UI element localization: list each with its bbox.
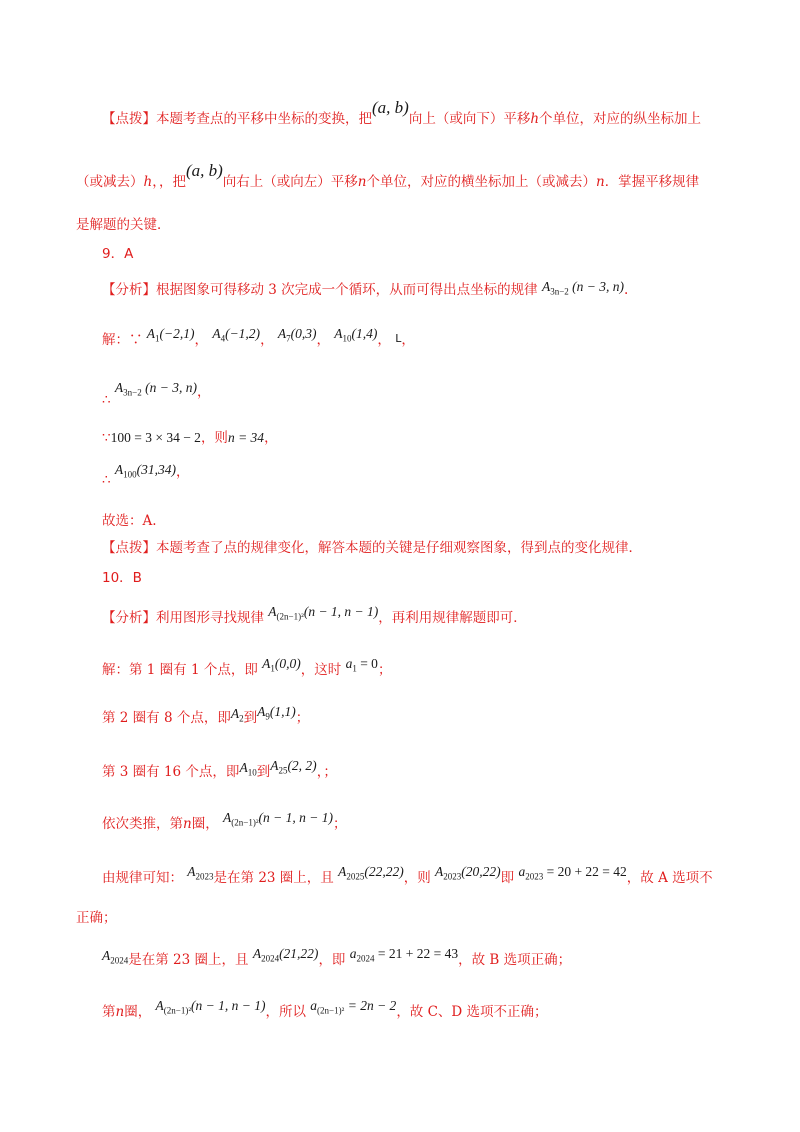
q10-step-8: 第n圈， $A_{(2n-1)^2}(n - 1$, n − 1)，所以 $a_{(2n-1)^2} = 2n - 2$，故 C、D 选项不正确； (102, 998, 548, 1020)
q9-rule-2: $A_{3n-2}$ (n − 3, n) (114, 380, 197, 398)
q10-s7-point: $A_{2024}(21,22)$ (252, 946, 319, 964)
q9-therefore-2: ∴ (102, 472, 111, 488)
tip-text-1b: 向上（或向下）平移 (408, 111, 531, 127)
q10-s3-a10: $A_{10}$ (239, 760, 257, 778)
var-n: n (357, 174, 367, 190)
q9-solution-line-4: ∴ $A_{100}(31,34)$， (102, 462, 190, 488)
tip-text-1a: 本题考查点的平移中坐标的变换，把 (156, 111, 372, 127)
q10-s3-point: $A_{25}(2$, 2) (270, 758, 317, 776)
q9-answer: 9．A (102, 246, 134, 262)
q10-s8-point: $A_{(2n-1)^2}(n - 1$, n − 1) (155, 998, 266, 1016)
q9-analysis-tag: 【分析】 (102, 282, 156, 298)
tip-line-3: 是解题的关键． (76, 217, 171, 233)
var-h-2: h (143, 174, 153, 190)
q10-s1-point: $A_1(0,0)$ (262, 656, 301, 674)
q9-a7: $A_7(0,3)$ (277, 326, 317, 344)
q9-a4: $A_4(-1,2)$ (212, 326, 261, 344)
q9-analysis: 【分析】根据图象可得移动 3 次完成一个循环，从而可得出点坐标的规律 $A_{3n-2}$ (n − 3, n). (102, 279, 629, 298)
q10-step-5: 由规律可知： $A_{2023}$是在第 23 圈上，且 $A_{2025}(22,22)$，则 $A_{2023}(20,22)$即 $a_{2023} = 20 + 22 = 42$，故 A 选项不 (102, 864, 713, 886)
q10-s4-point: $A_{(2n-1)^2}(n - 1$, n − 1) (223, 810, 333, 828)
math-ab-2: (a, b) (185, 161, 223, 180)
q10-s2-a2: $A_2$ (230, 706, 244, 724)
q10-s8-eq: $a_{(2n-1)^2} = 2n - 2$ (310, 998, 397, 1016)
q10-s7-a2024: $A_{2024}$ (102, 948, 129, 966)
tip-line-1 (102, 98, 702, 129)
q10-s7-eq: $a_{2024} = 21 + 22 = 43$ (349, 946, 459, 964)
q10-analysis-formula: $A_{(2n-1)^2}(n - 1$, n − 1) (268, 604, 379, 622)
q9-since: ∵ (102, 430, 111, 446)
var-n-2: n (595, 174, 605, 190)
q9-therefore: ∴ (102, 392, 111, 408)
q9-tip-text: 本题考查了点的规律变化，解答本题的关键是仔细观察图象，得到点的变化规律． (156, 540, 642, 556)
q9-solution-line-2: ∴ $A_{3n-2}$ (n − 3, n)， (102, 380, 211, 408)
q10-step-4: 依次类推，第n圈， $A_{(2n-1)^2}(n - 1$, n − 1)； (102, 810, 347, 832)
q10-step-6: 正确； (76, 910, 117, 926)
q9-a1: $A_1(-2,1)$ (146, 326, 195, 344)
q9-a10: $A_{10}(1,4)$ (334, 326, 378, 344)
tip-text-1d: 个单位，对应的纵坐标加上 (539, 111, 702, 127)
var-h: h (530, 111, 540, 127)
q10-step-3: 第 3 圈有 16 个点，即$A_{10}$到$A_{25}(2$, 2)，； (102, 758, 337, 780)
q10-answer: 10．B (102, 570, 142, 586)
q10-s5-eq: $a_{2023} = 20 + 22 = 42$ (518, 864, 627, 882)
q10-step-1: 解：第 1 圈有 1 个点，即 $A_1(0,0)$，这时 $a_1 = 0$； (102, 656, 392, 678)
tip-text-2a: （或减去） (76, 174, 144, 190)
q9-n34: n = 34 (227, 430, 265, 445)
tip-text-2d: 向右上（或向左）平移 (222, 174, 358, 190)
q10-s2-point: $A_9(1,1)$ (257, 704, 296, 722)
q9-rule-expr: (n − 3, n) (572, 279, 625, 294)
q9-rule: $A_{3n-2}$ (n − 3, n) (541, 279, 625, 297)
q10-s5-a2025: $A_{2025}(22,22)$ (338, 864, 404, 882)
q10-s5-a2023: $A_{2023}$ (187, 864, 214, 882)
tip-text-2c: ，，把 (152, 174, 186, 190)
q10-analysis-text: 利用图形寻找规律 (156, 610, 264, 626)
math-ab: (a, b) (372, 98, 409, 117)
tip-tag: 【点拨】 (102, 111, 156, 127)
q9-solution-line-1: 解：∵ $A_1(-2,1)$， $A_4(-1,2)$， $A_7(0,3)$， $A_{10}(1,4)$， L， (102, 326, 415, 348)
q9-sol-prefix: 解：∵ (102, 332, 143, 348)
q10-s1-eq: $a_1 = 0$ (345, 656, 378, 674)
q10-analysis-tag: 【分析】 (102, 610, 156, 626)
q9-ellipsis: L (395, 332, 402, 345)
q10-analysis (102, 604, 527, 628)
q9-tip-tag: 【点拨】 (102, 540, 156, 556)
q10-step-7: $A_{2024}$是在第 23 圈上，且 $A_{2024}(21,22)$，即 $a_{2024} = 21 + 22 = 43$，故 B 选项正确； (102, 946, 572, 968)
tip-text-2f: 个单位，对应的横坐标加上（或减去） (366, 174, 596, 190)
q9-solution-line-3: ∵100 = 3 × 34 − 2，则n = 34， (102, 430, 278, 446)
q9-a100: $A_{100}(31,34)$ (114, 462, 177, 480)
q10-analysis-tail: ，再利用规律解题即可． (378, 610, 527, 626)
q10-s5-a2023b: $A_{2023}(20,22)$ (435, 864, 501, 882)
q10-step-2: 第 2 圈有 8 个点，即$A_2$到$A_9(1,1)$； (102, 704, 310, 726)
tip-line-2 (76, 161, 700, 192)
q9-analysis-text: 根据图象可得移动 3 次完成一个循环，从而可得出点坐标的规律 (156, 282, 538, 298)
q9-choose: 故选：A. (102, 513, 157, 529)
q9-then: ，则 (200, 430, 228, 446)
q9-eq: 100 = 3 × 34 − 2 (110, 430, 201, 445)
q9-tip (102, 538, 642, 558)
tip-text-2h: ．掌握平移规律 (604, 174, 700, 190)
